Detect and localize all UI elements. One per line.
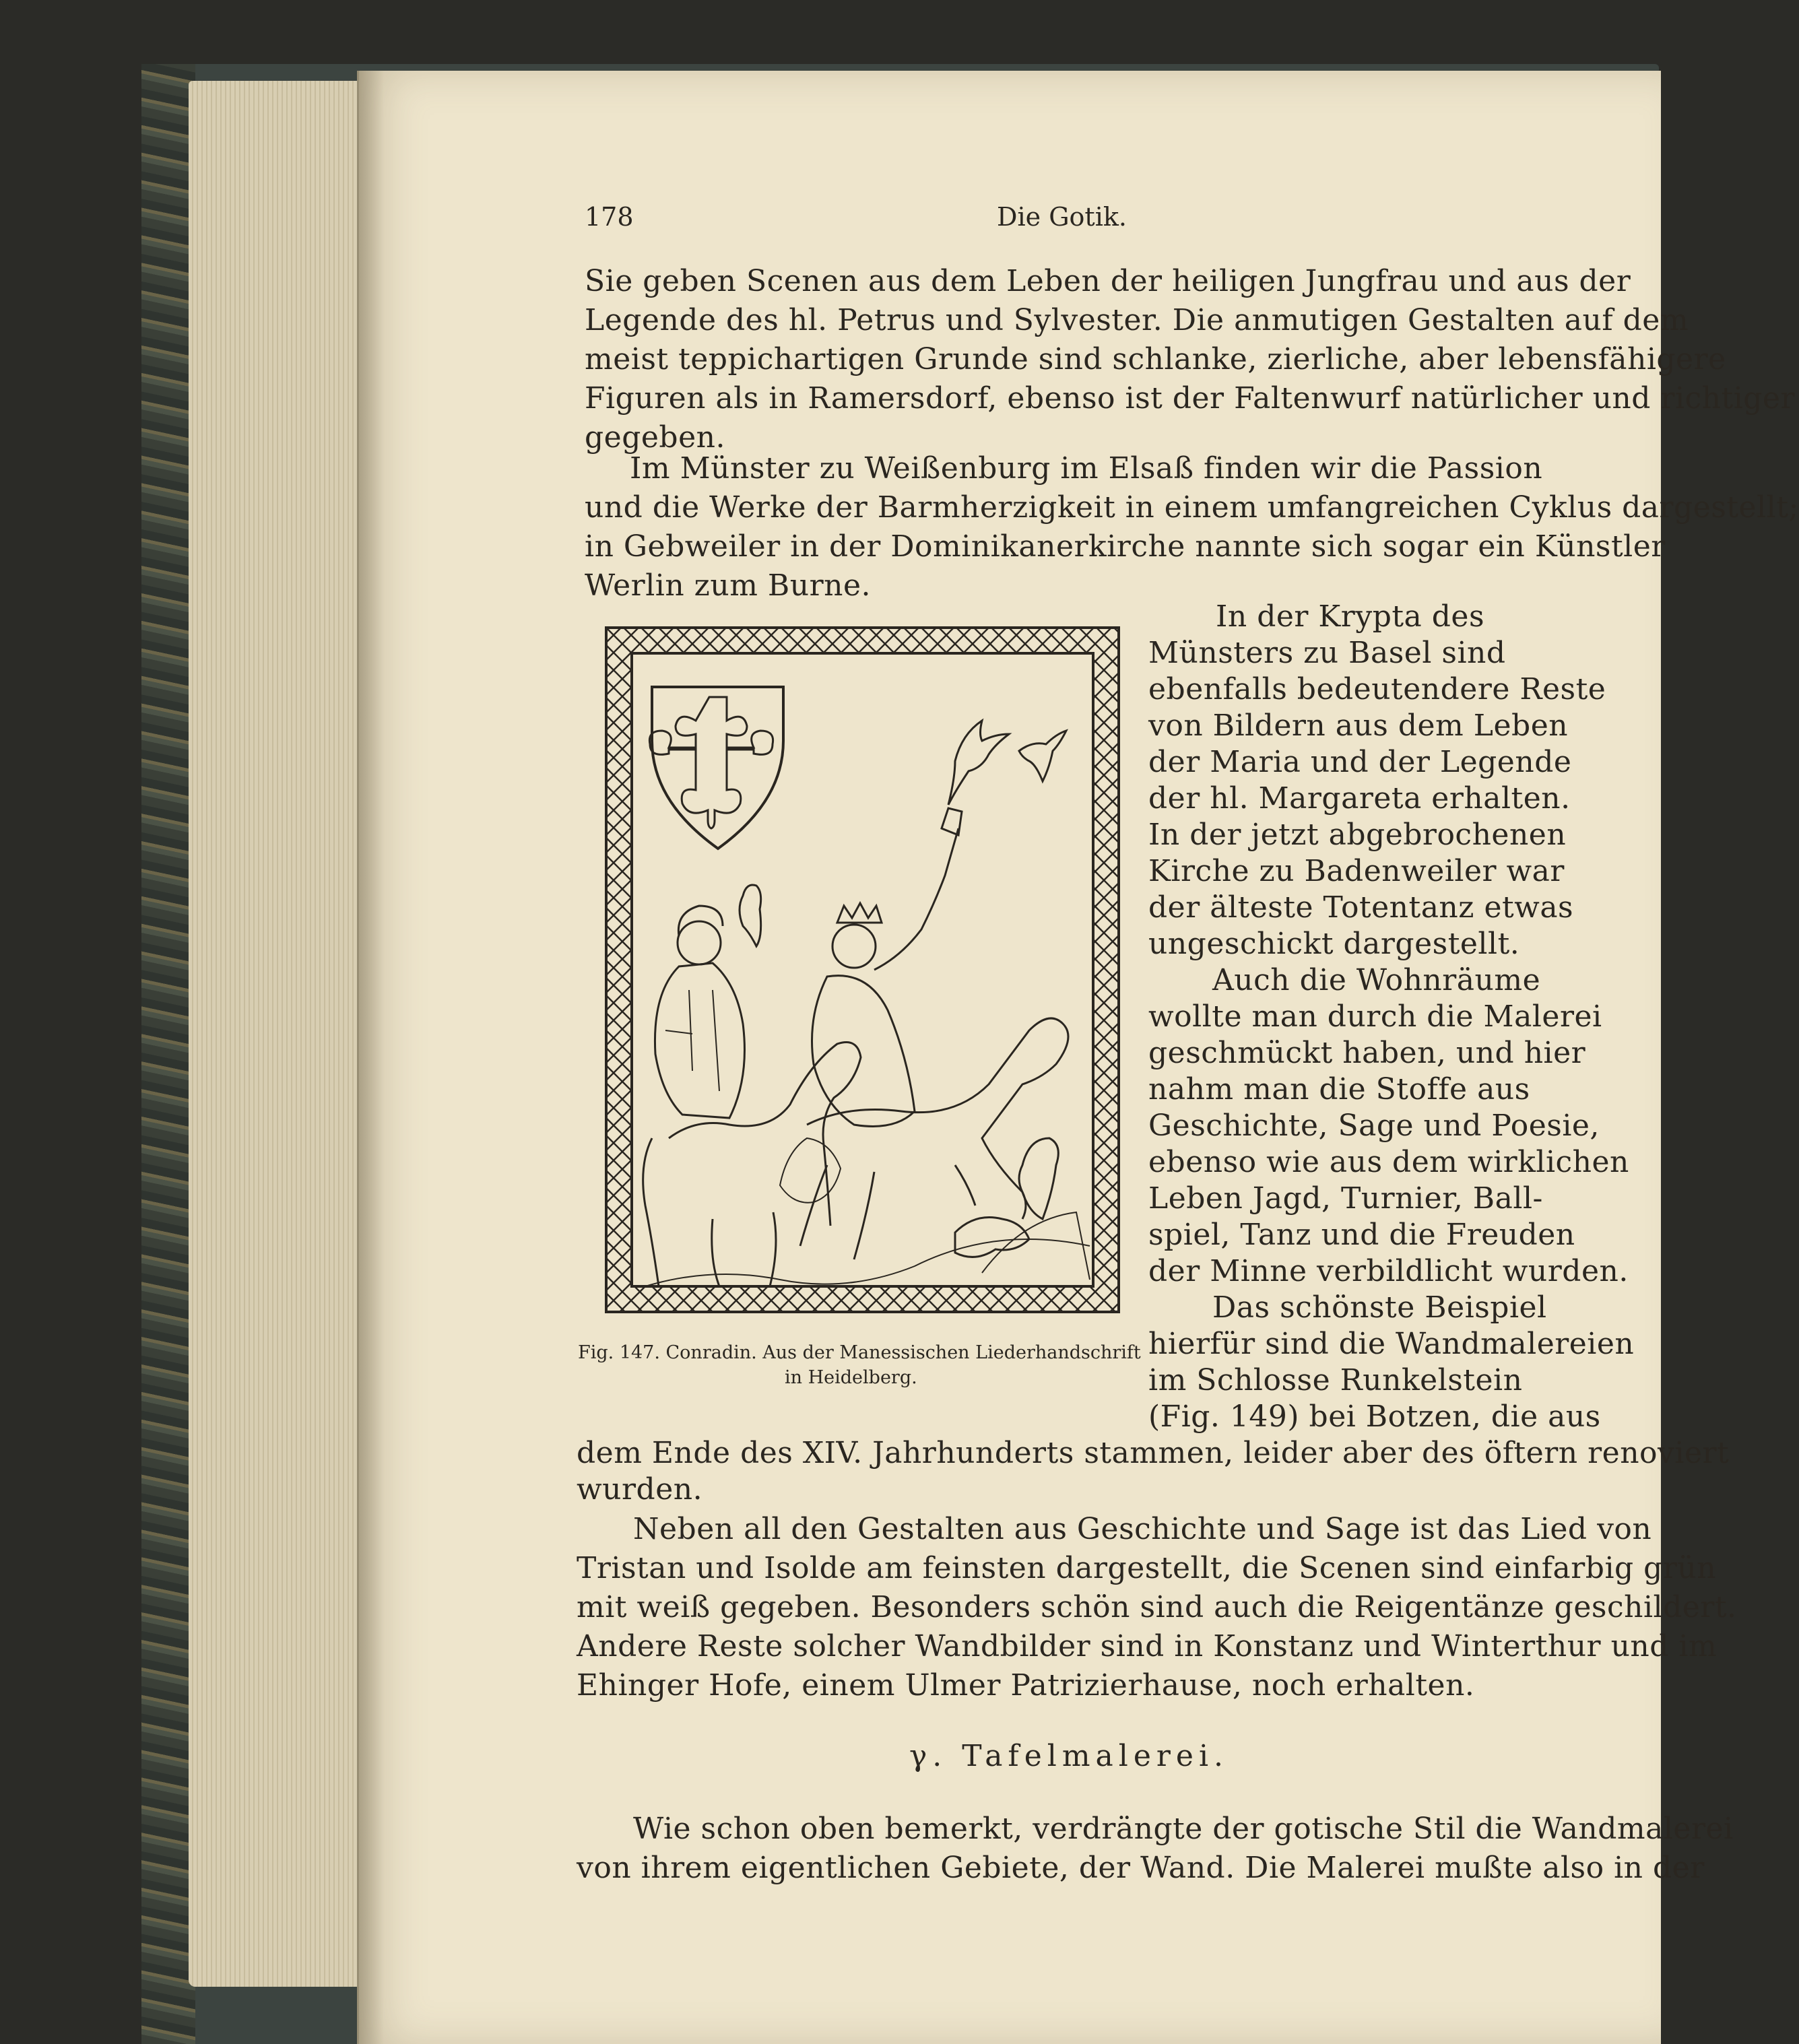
text-line: dem Ende des XIV. Jahrhunderts stammen, leider aber des öftern renoviert [577, 1436, 1730, 1470]
text-line: Auch die Wohnräume [1212, 963, 1541, 997]
figure-147-conradin [605, 626, 1120, 1313]
text-line: der Maria und der Legende [1148, 745, 1572, 779]
text-line: wurden. [577, 1472, 703, 1507]
marbled-cover-edge [141, 64, 195, 2044]
text-line: geschmückt haben, und hier [1148, 1036, 1586, 1070]
text-line: meist teppichartigen Grunde sind schlanke, zierliche, aber lebensfähigere [585, 342, 1726, 376]
text-line: Tristan und Isolde am feinsten dargestellt, die Scenen sind einfarbig grün [577, 1551, 1717, 1585]
text-line: Neben all den Gestalten aus Geschichte und Sage ist das Lied von [633, 1512, 1652, 1546]
text-line: von ihrem eigentlichen Gebiete, der Wand. Die Malerei mußte also in der [577, 1851, 1705, 1885]
text-line: der Minne verbildlicht wurden. [1148, 1254, 1629, 1288]
text-line: und die Werke der Barmherzigkeit in einem umfangreichen Cyklus dargestellt; [585, 490, 1799, 525]
section-heading: γ. Tafelmalerei. [909, 1739, 1229, 1773]
text-line: Kirche zu Badenweiler war [1148, 854, 1565, 888]
text-line: gegeben. [585, 420, 725, 455]
text-line: Andere Reste solcher Wandbilder sind in Konstanz und Winterthur und im [577, 1629, 1718, 1663]
figure-illustration [605, 626, 1120, 1313]
page-number: 178 [585, 202, 634, 232]
text-line: (Fig. 149) bei Botzen, die aus [1148, 1399, 1601, 1434]
text-line: Legende des hl. Petrus und Sylvester. Die anmutigen Gestalten auf dem [585, 303, 1689, 337]
text-line: In der jetzt abgebrochenen [1148, 818, 1567, 852]
text-line: Figuren als in Ramersdorf, ebenso ist der Faltenwurf natürlicher und richtiger [585, 381, 1796, 416]
text-line: Münsters zu Basel sind [1148, 636, 1506, 670]
text-line: Wie schon oben bemerkt, verdrängte der gotische Stil die Wandmalerei [633, 1812, 1734, 1846]
text-line: ebenfalls bedeutendere Reste [1148, 672, 1606, 706]
figure-caption: Fig. 147. Conradin. Aus der Manessischen Liederhandschrift [578, 1342, 1141, 1363]
text-line: ungeschickt dargestellt. [1148, 927, 1520, 961]
text-line: nahm man die Stoffe aus [1148, 1072, 1530, 1107]
text-line: mit weiß gegeben. Besonders schön sind auch die Reigentänze geschildert. [577, 1590, 1737, 1624]
text-line: Leben Jagd, Turnier, Ball- [1148, 1181, 1543, 1216]
text-line: im Schlosse Runkelstein [1148, 1363, 1523, 1397]
text-line: hierfür sind die Wandmalereien [1148, 1327, 1635, 1361]
text-line: Ehinger Hofe, einem Ulmer Patrizierhause, noch erhalten. [577, 1668, 1475, 1703]
running-title: Die Gotik. [997, 202, 1127, 232]
text-line: der älteste Totentanz etwas [1148, 890, 1574, 925]
text-line: in Gebweiler in der Dominikanerkirche nannte sich sogar ein Künstler [585, 529, 1666, 564]
text-line: von Bildern aus dem Leben [1148, 708, 1569, 743]
text-line: wollte man durch die Malerei [1148, 999, 1602, 1034]
text-line: Werlin zum Burne. [585, 568, 871, 603]
text-line: Sie geben Scenen aus dem Leben der heiligen Jungfrau und aus der [585, 264, 1631, 298]
figure-caption-line2: in Heidelberg. [785, 1367, 917, 1388]
page-gutter-shadow [357, 71, 384, 2044]
text-line: Das schönste Beispiel [1212, 1290, 1547, 1325]
text-line: Im Münster zu Weißenburg im Elsaß finden wir die Passion [630, 451, 1543, 486]
text-line: der hl. Margareta erhalten. [1148, 781, 1571, 816]
page-edges [189, 81, 370, 1987]
text-line: spiel, Tanz und die Freuden [1148, 1218, 1575, 1252]
text-line: In der Krypta des [1216, 599, 1485, 634]
text-line: Geschichte, Sage und Poesie, [1148, 1109, 1600, 1143]
text-line: ebenso wie aus dem wirklichen [1148, 1145, 1629, 1179]
